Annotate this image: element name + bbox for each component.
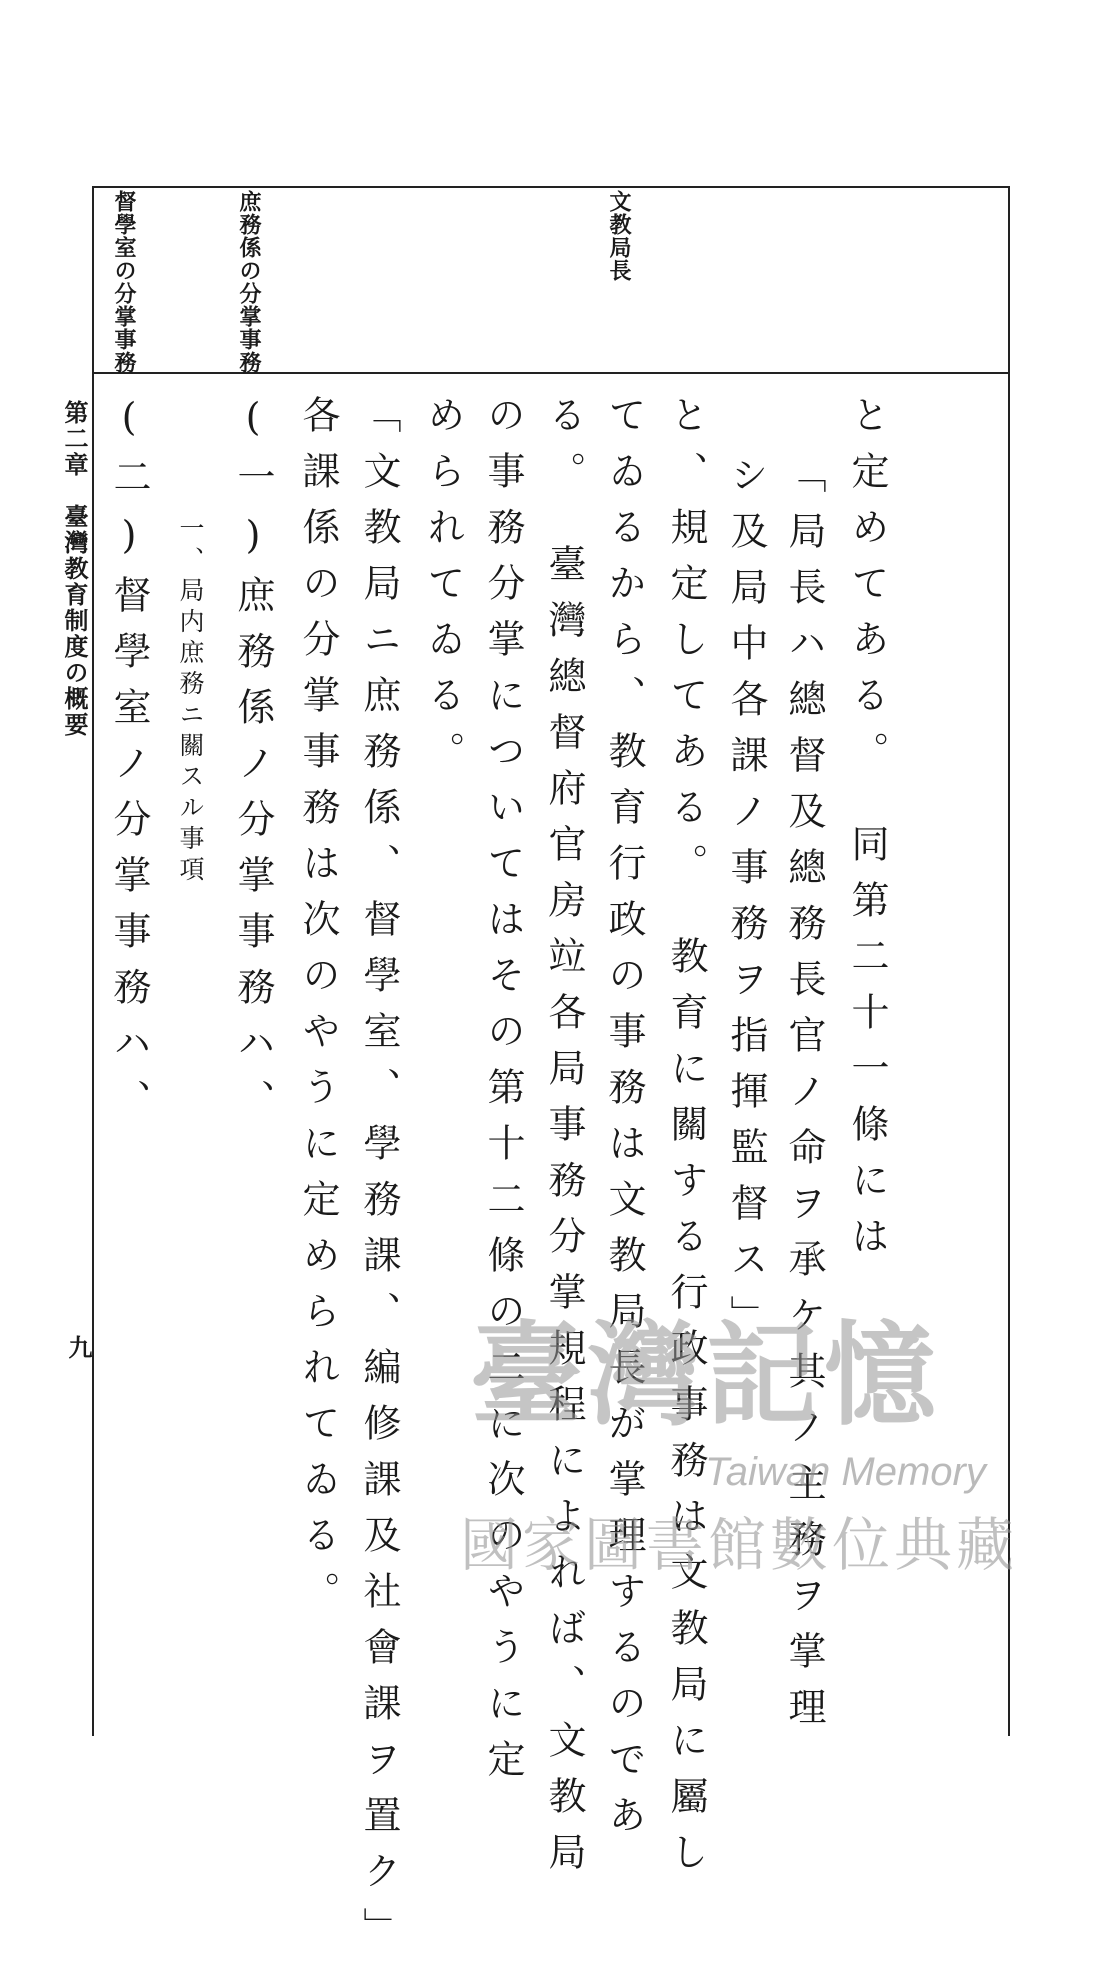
watermark-org: 國家圖書館數位典藏: [460, 1511, 1019, 1579]
margin-heading-inspectorate: 督學室の分掌事務: [111, 190, 137, 374]
body-column-9: 「文教局ニ庶務係、督學室、學務課、編修課及社會課ヲ置ク」: [357, 395, 401, 1963]
margin-heading-bureau-chief: 文教局長: [606, 190, 632, 282]
body-column-2: 「局長ハ總督及總務長官ノ命ヲ承ケ其ノ主務ヲ掌理: [782, 455, 826, 1743]
body-column-3: シ及局中各課ノ事務ヲ指揮監督ス」: [724, 455, 768, 1351]
body-column-12: 一、局内庶務ニ關スル事項: [176, 515, 205, 887]
body-column-11: (一)庶務係ノ分掌事務ハ、: [231, 395, 275, 1135]
margin-heading-general-affairs: 庶務係の分掌事務: [236, 190, 262, 374]
page-number: 九: [64, 1335, 93, 1359]
body-column-13: (二)督學室ノ分掌事務ハ、: [107, 395, 151, 1135]
body-column-4: と、規定してある。 教育に關する行政事務は文教局に屬し: [664, 395, 708, 1888]
body-column-1: と定めてある。 同第二十一條には: [845, 395, 889, 1272]
body-column-8: められてゐる。: [421, 395, 465, 787]
running-head: 第二章 臺灣教育制度の概要: [60, 400, 89, 738]
watermark-title: 臺灣記憶: [470, 1310, 942, 1441]
body-column-6: る。 臺灣總督府官房竝各局事務分掌規程によれば、文教局: [542, 395, 586, 1888]
body-column-7: の事務分掌についてはその第十二條の二に次のやうに定: [481, 395, 525, 1795]
body-column-5: てゐるから、教育行政の事務は文教局長が掌理するのであ: [602, 395, 646, 1851]
watermark-subtitle: Taiwan Memory: [705, 1450, 986, 1494]
body-column-10: 各課係の分掌事務は次のやうに定められてゐる。: [296, 395, 340, 1627]
heading-divider: [92, 372, 1010, 374]
